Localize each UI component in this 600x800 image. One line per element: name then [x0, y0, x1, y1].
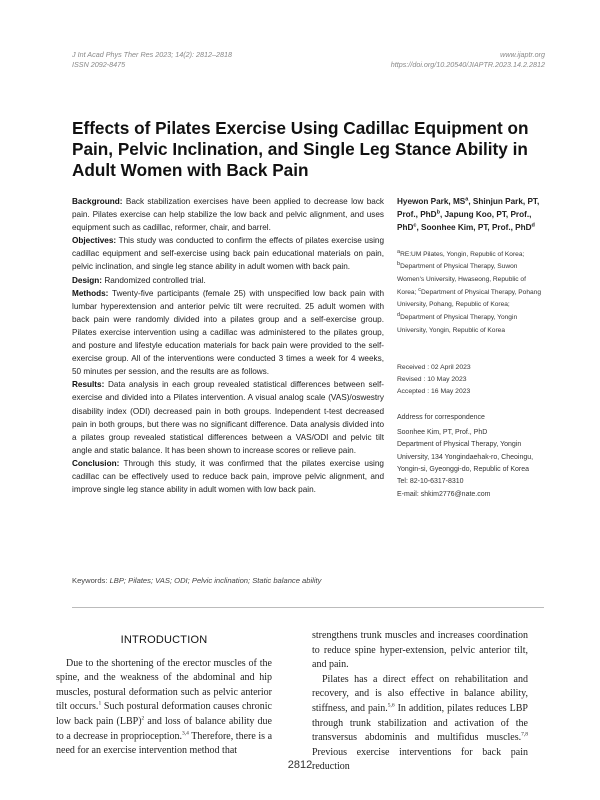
results-label: Results: — [72, 380, 105, 390]
abstract-background — [72, 195, 384, 234]
affiliation-d: Department of Physical Therapy, Yongin University, Yongin, Republic of Korea — [397, 314, 518, 334]
citation: 3,4 — [182, 730, 189, 737]
citation: 7,8 — [521, 731, 528, 738]
results-text: Data analysis in each group revealed statistical differences between self-exercise and divided into a Pilates intervention. A visual analog scale (VAS)/oswestry disability index (ODI) decreased pain in both groups. Independent t-test decreased pain in both groups, but there was no significant difference. Data analysis divided into a pilates group revealed statistical differences between a VAS/ODI and pelvic tilt angle and static balance. It has been shown to increase scores or relieve pain. — [72, 380, 384, 455]
affiliation-c: Department of Physical Therapy, Pohang University, Pohang, Republic of Korea; — [397, 288, 542, 309]
intro-p2-text-b: In addition, pilates reduces LBP through trunk stabilization and activation of the transversus abdominis and multifidus muscles. — [312, 702, 528, 744]
background-label: Background: — [72, 197, 123, 206]
author-1: Hyewon Park, MS — [397, 197, 466, 206]
citation: 1 — [98, 701, 102, 708]
methods-text: Twenty-five participants (female 25) with unspecified low back pain with lumbar hyperextension and anterior pelvic tilt were recruited. 25 adult women with back pain were randomly divided into a pilates group and a self-exercise group. Pilates exercise intervention using a cadillac was administered to the pilates group, and posture and lifestyle education materials for back pain were provided to the self-exercise group. All of the interventions were conducted 3 times a week for 4 weeks, 50 minutes per session, and the results are as follows. — [72, 288, 384, 377]
page-number: 2812 — [287, 759, 313, 771]
keywords — [72, 576, 321, 585]
intro-p1-text-a: Due to the shortening of the erector muscles of the spine, and the weakness of the abdominal and hip muscles, postural deformation such as pelvic anterior tilt occurs. — [56, 657, 272, 713]
body-column-left — [56, 633, 272, 759]
intro-p1-text-b: Such postural deformation causes chronic low back pain (LBP) — [56, 701, 272, 727]
correspondence-name: Soonhee Kim, PT, Prof., PhD — [397, 428, 488, 436]
methods-label: Methods: — [72, 288, 109, 298]
author-list — [397, 195, 543, 235]
body-column-right — [312, 629, 528, 775]
keywords-text: LBP; Pilates; VAS; ODI; Pelvic inclination; Static balance ability — [109, 576, 322, 585]
correspondence-title: Address for correspondence — [397, 414, 485, 422]
affiliation-a-sup: a — [397, 248, 401, 255]
correspondence-email[interactable]: E-mail: shkim2776@nate.com — [397, 490, 491, 498]
intro-paragraph-1 — [56, 657, 272, 759]
affiliation-c-sup: c — [418, 286, 422, 293]
correspondence-address: Department of Physical Therapy, Yongin University, 134 Yongindaehak-ro, Cheoingu, Yongin-si, Gyeonggi-do, Republic of Korea — [397, 441, 534, 474]
author-4: , Soonhee Kim, PT, Prof., PhD — [416, 223, 532, 233]
abstract-design — [72, 274, 384, 287]
intro-paragraph-1-continued: strengthens trunk muscles and increases coordination to reduce spine hyper-extension, pelvic anterior tilt, and pain. — [312, 630, 528, 671]
conclusion-text: Through this study, it was confirmed that the pilates exercise using cadillac can be effectively used to reduce back pain, improve pelvic alignment, and improve single leg stance ability in adult women with low back pain. — [72, 458, 384, 495]
author-4-sup: d — [531, 222, 535, 229]
design-text: Randomized controlled trial. — [104, 275, 206, 285]
design-label: Design: — [72, 275, 103, 285]
doi-link[interactable]: https://doi.org/10.20540/JIAPTR.2023.14.2.2812 — [390, 60, 545, 69]
author-2-sup: b — [436, 209, 440, 216]
accepted-date: Accepted : 16 May 2023 — [397, 388, 471, 396]
intro-p2-text-c: Previous exercise interventions for back pain reduction — [312, 746, 528, 773]
conclusion-label: Conclusion: — [72, 458, 120, 468]
intro-p1-text-d: Therefore, there is a need for an exercise intervention method that — [56, 730, 273, 757]
abstract — [72, 195, 384, 496]
author-2: , Shinjun Park, PT, Prof., PhD — [397, 197, 540, 220]
abstract-conclusion — [72, 457, 384, 496]
affiliation-d-sup: d — [397, 311, 401, 318]
objectives-text: This study was conducted to confirm the effects of pilates exercise using cadillac equipment and self-exercise using back pain educational materials on pain, pelvic inclination, and single leg stance ability in adult women with back pain. — [72, 236, 384, 272]
journal-header-right — [391, 50, 545, 70]
abstract-methods — [72, 287, 384, 379]
background-text: Back stabilization exercises have been applied to decrease low back pain. Pilates exercise can help stabilize the low back and pelvic alignment, and uses equipment such as cadillac, reformer, chair, and barrel. — [72, 197, 385, 233]
author-1-sup: a — [465, 196, 469, 203]
website-link[interactable]: www.ijaptr.org — [500, 50, 545, 59]
article-dates — [397, 362, 543, 399]
citation: 5,6 — [387, 702, 395, 709]
author-sidebar — [397, 195, 543, 501]
correspondence-tel: Tel: 82-10-6317-8310 — [397, 478, 464, 486]
abstract-objectives — [72, 234, 384, 273]
article-title: Effects of Pilates Exercise Using Cadillac Equipment on Pain, Pelvic Inclination, and Single Leg Stance Ability in Adult Women with Back Pain — [72, 118, 529, 180]
journal-citation: J Int Acad Phys Ther Res 2023; 14(2): 2812–2818 — [72, 50, 232, 59]
author-3-sup: c — [413, 222, 417, 229]
abstract-results — [72, 378, 384, 457]
author-3: , Japung Koo, PT, Prof., PhD — [397, 210, 532, 233]
objectives-label: Objectives: — [72, 236, 117, 246]
correspondence — [397, 412, 543, 501]
issn: ISSN 2092-8475 — [72, 60, 126, 69]
introduction-heading: INTRODUCTION — [120, 634, 208, 646]
intro-p1-text-c: and loss of balance ability due to a decrease in proprioception. — [56, 715, 272, 742]
journal-header — [72, 50, 232, 70]
affiliations — [397, 249, 543, 338]
citation: 2 — [141, 715, 145, 722]
affiliation-b-sup: b — [397, 261, 401, 268]
received-date: Received : 02 April 2023 — [397, 363, 471, 371]
intro-p2-text-a: Pilates has a direct effect on rehabilitation and recovery, and is also effective in balance ability, stiffness, and pain. — [312, 673, 528, 714]
section-divider — [72, 607, 544, 608]
keywords-label: Keywords: — [72, 576, 108, 585]
affiliation-b: Department of Physical Therapy, Suwon Women's University, Hwaseong, Republic of Korea; — [397, 263, 526, 296]
revised-date: Revised : 10 May 2023 — [397, 375, 467, 383]
affiliation-a: RE:UM Pilates, Yongin, Republic of Korea; — [400, 250, 525, 258]
